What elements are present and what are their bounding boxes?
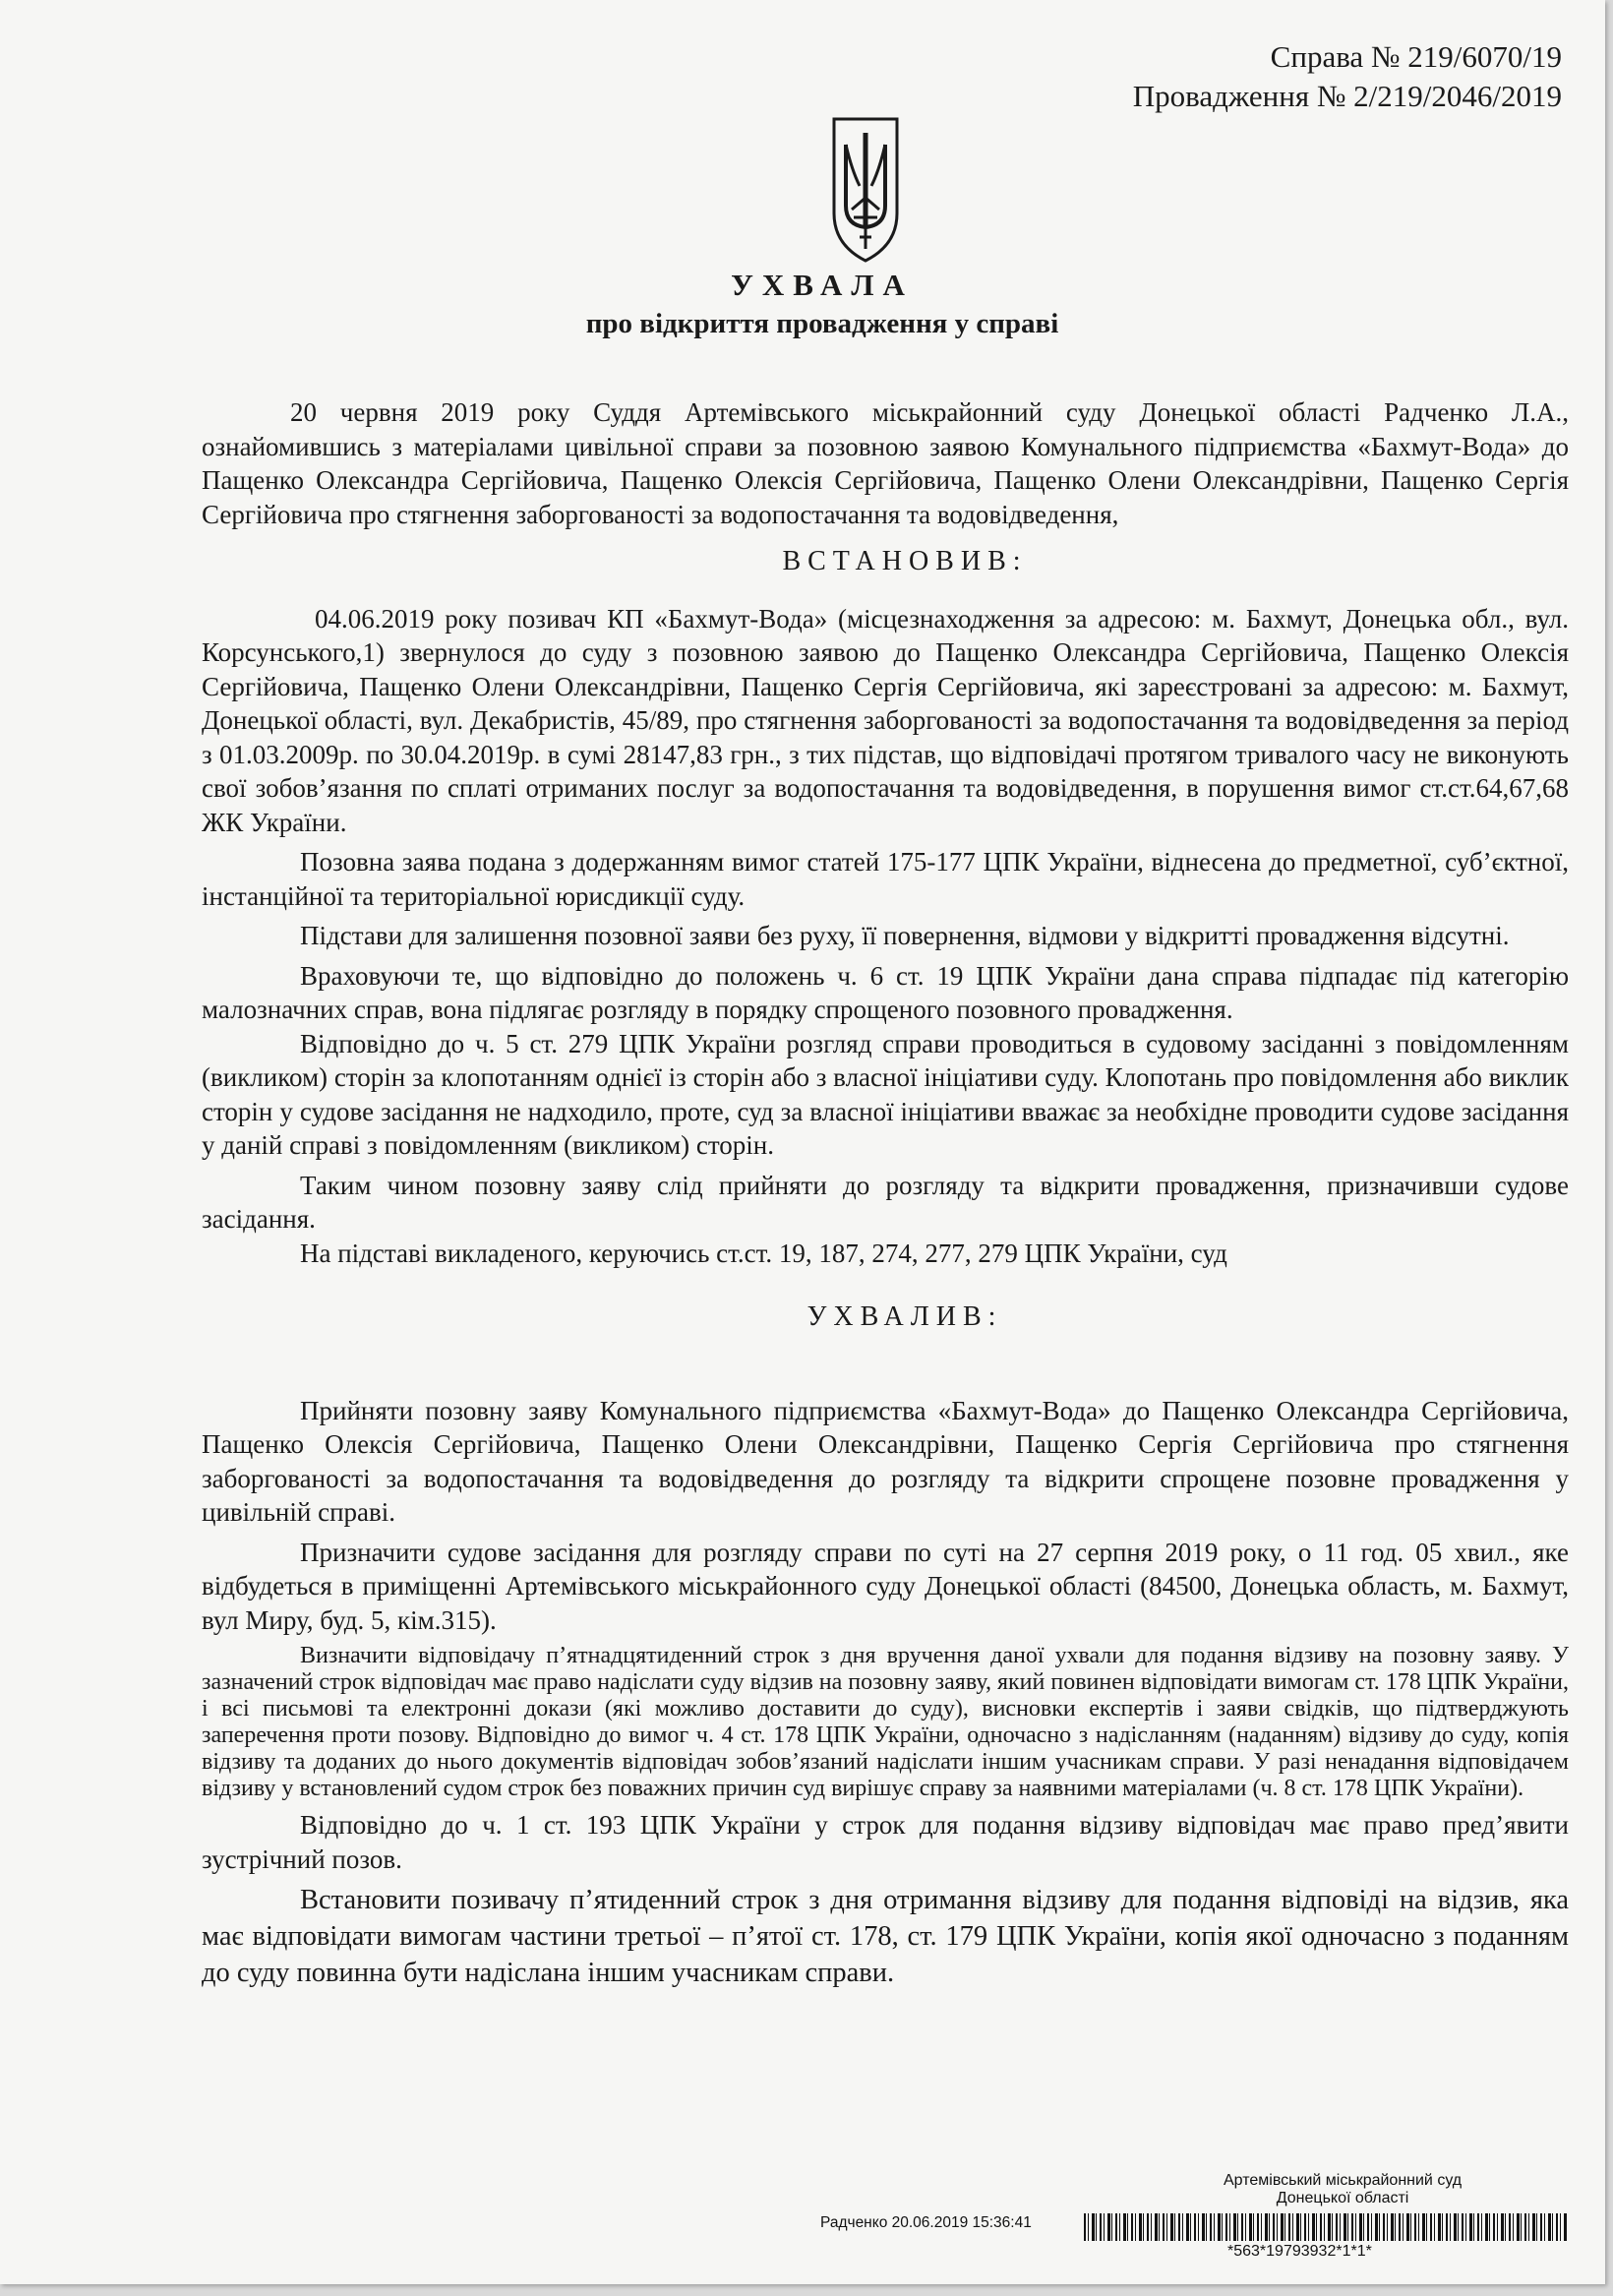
ruled-paragraph: Встановити позивачу п’ятиденний строк з дня отримання відзиву для подання відповіді на відзив, яка має відповідати вимогам частини третьої – п’ятої ст. 178, ст. 179 ЦПК України, копія якої одночасно з поданням до суду повинна бути надіслана іншим учасникам справи. xyxy=(202,1885,1569,1988)
established-paragraph: Підстави для залишення позовної заяви без руху, її повернення, відмови у відкритті провадження відсутні. xyxy=(300,921,1510,950)
signature-stamp: Радченко 20.06.2019 15:36:41 xyxy=(820,2214,1032,2231)
trident-emblem-icon xyxy=(830,115,901,265)
heading-ruled: УХВАЛИВ: xyxy=(806,1301,1003,1332)
established-paragraph: Позовна заява подана з додержанням вимог статей 175-177 ЦПК України, віднесена до предметної, суб’єктної, інстанційної та територіальної юрисдикції суду. xyxy=(202,847,1569,911)
established-paragraph: Враховуючи те, що відповідно до положень ч. 6 ст. 19 ЦПК України дана справа підпадає під категорію малозначних справ, вона підлягає розгляду в порядку спрощеного позовного провадження. xyxy=(202,960,1569,1024)
case-number: Справа № 219/6070/19 xyxy=(1270,39,1562,74)
ruled-paragraph: Відповідно до ч. 1 ст. 193 ЦПК України у строк для подання відзиву відповідач має право пред’явити зустрічний позов. xyxy=(202,1810,1569,1874)
barcode-icon xyxy=(1084,2213,1568,2241)
court-stamp-line2: Донецької області xyxy=(1276,2190,1409,2206)
ruled-paragraph: Призначити судове засідання для розгляду справи по суті на 27 серпня 2019 року, о 11 год. 05 хвил., яке відбудеться в приміщенні Артемівського міськрайонного суду Донецької області (84500, Донецька область, м. Бахмут, вул Миру, буд. 5, кім.315). xyxy=(202,1537,1569,1635)
document-title: УХВАЛА xyxy=(731,268,914,302)
document-subtitle: про відкриття провадження у справі xyxy=(585,308,1059,339)
case-info xyxy=(1133,37,1562,116)
proceeding-number: Провадження № 2/219/2046/2019 xyxy=(1132,79,1562,113)
established-paragraph: На підставі викладеного, керуючись ст.ст. 19, 187, 274, 277, 279 ЦПК України, суд xyxy=(300,1238,1227,1268)
document-body xyxy=(202,395,1569,1991)
intro-paragraph: 20 червня 2019 року Суддя Артемівського міськрайонний суду Донецької області Радченко Л.А., ознайомившись з матеріалами цивільної справи за позовною заявою Комунального підприємства «Бахмут-Вода» до Пащенко Олександра Сергійовича, Пащенко Олексія Сергійовича, Пащенко Олени Олександрівни, Пащенко Сергія Сергійовича про стягнення заборгованості за водопостачання та водовідведення, xyxy=(202,397,1569,529)
established-paragraph: Відповідно до ч. 5 ст. 279 ЦПК України розгляд справи проводиться в судовому засіданні з повідомленням (викликом) сторін за клопотанням однієї із сторін або з власної ініціативи суду. Клопотань про повідомлення або виклик сторін у судове засідання не надходило, проте, суд за власної ініціативи вважає за необхідне проводити судове засідання у даній справі з повідомленням (викликом) сторін. xyxy=(202,1028,1569,1160)
court-stamp xyxy=(1224,2172,1462,2207)
established-paragraph: 04.06.2019 року позивач КП «Бахмут-Вода» (місцезнаходження за адресою: м. Бахмут, Донецька обл., вул. Корсунського,1) звернулося до суду з позовною заявою до Пащенко Олександра Сергійовича, Пащенко Олексія Сергійовича, Пащенко Олени Олександрівни, Пащенко Сергія Сергійовича, які зареєстровані за адресою: м. Бахмут, Донецької області, вул. Декабристів, 45/89, про стягнення заборгованості за водопостачання та водовідведення за період з 01.03.2009р. по 30.04.2019р. в сумі 28147,83 грн., з тих підстав, що відповідачі протягом тривалого часу не виконують свої зобов’язання по сплаті отриманих послуг за водопостачання та водовідведення, в порушення вимог ст.ст.64,67,68 ЖК України. xyxy=(202,603,1569,837)
established-paragraph: Таким чином позовну заяву слід прийняти до розгляду та відкрити провадження, призначивши судове засідання. xyxy=(202,1170,1569,1234)
barcode-number: *563*19793932*1*1* xyxy=(1227,2243,1372,2260)
heading-established: ВСТАНОВИВ: xyxy=(782,546,1028,576)
court-stamp-line1: Артемівський міськрайонний суд xyxy=(1224,2172,1463,2189)
ruled-paragraph: Прийняти позовну заяву Комунального підприємства «Бахмут-Вода» до Пащенко Олександра Сергійовича, Пащенко Олексія Сергійовича, Пащенко Олени Олександрівни, Пащенко Сергія Сергійовича про стягнення заборгованості за водопостачання та водовідведення до розгляду та відкрити спрощене позовне провадження у цивільній справі. xyxy=(202,1395,1569,1527)
ruled-paragraph: Визначити відповідачу п’ятнадцятиденний строк з дня вручення даної ухвали для подання відзиву на позовну заяву. У зазначений строк відповідач має право надіслати суду відзив на позовну заяву, який повинен відповідати вимогам ст. 178 ЦПК України, і всі письмові та електронні докази (які можливо доставити до суду), висновки експертів і заяви свідків, що підтверджують заперечення проти позову. Відповідно до вимог ч. 4 ст. 178 ЦПК України, одночасно з надісланням (наданням) відзиву до суду, копія відзиву та доданих до нього документів відповідач зобов’язаний надіслати іншим учасникам справи. У разі ненадання відповідачем відзиву у встановлений судом строк без поважних причин суд вирішує справу за наявними матеріалами (ч. 8 ст. 178 ЦПК України). xyxy=(202,1643,1569,1801)
